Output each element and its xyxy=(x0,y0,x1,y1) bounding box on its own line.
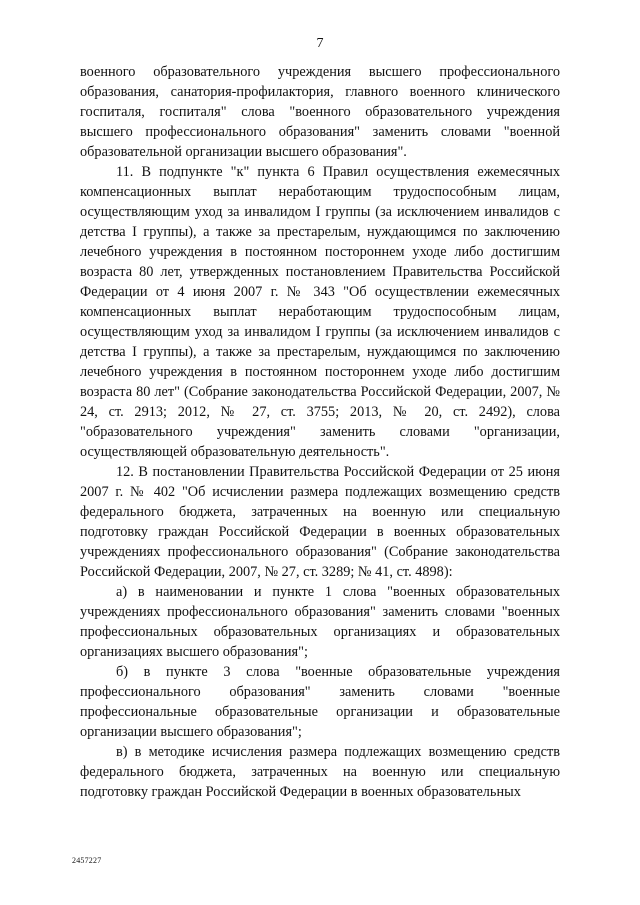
paragraph-6: в) в методике исчисления размера подлежащих возмещению средств федерального бюджета, затраченных на военную или специальную подготовку граждан Российской Федерации в военных образовательных xyxy=(80,744,560,800)
paragraph-2: 11. В подпункте "к" пункта 6 Правил осуществления ежемесячных компенсационных выплат неработающим трудоспособным лицам, осуществляющим уход за инвалидом I группы (за исключением инвалидов с детства I группы), а также за престарелым, нуждающимся по заключению лечебного учреждения в постоянном постороннем уходе либо достигшим возраста 80 лет, утвержденных постановлением Правительства Российской Федерации от 4 июня 2007 г. № 343 "Об осуществлении ежемесячных компенсационных выплат неработающим трудоспособным лицам, осуществляющим уход за инвалидом I группы (за исключением инвалидов с детства I группы), а также за престарелым, нуждающимся по заключению лечебного учреждения в постоянном постороннем уходе либо достигшим возраста 80 лет" (Собрание законодательства Российской Федерации, 2007, № 24, ст. 2913; 2012, № 27, ст. 3755; 2013, № 20, ст. 2492), слова "образовательного учреждения" заменить словами "организации, осуществляющей образовательную деятельность". xyxy=(80,164,560,460)
document-body xyxy=(80,62,560,802)
page-number: 7 xyxy=(316,36,324,51)
paragraph-3: 12. В постановлении Правительства Российской Федерации от 25 июня 2007 г. № 402 "Об исчислении размера подлежащих возмещению средств федерального бюджета, затраченных на военную или специальную подготовку граждан Российской Федерации в военных образовательных учреждениях профессионального образования" (Собрание законодательства Российской Федерации, 2007, № 27, ст. 3289; № 41, ст. 4898): xyxy=(80,464,560,580)
paragraph-5: б) в пункте 3 слова "военные образовательные учреждения профессионального образования" заменить словами "военные профессиональные образовательные организации и образовательные организации высшего образования"; xyxy=(80,664,560,740)
document-code: 2457227 xyxy=(72,856,102,865)
paragraph-4: а) в наименовании и пункте 1 слова "военных образовательных учреждениях профессионального образования" заменить словами "военных профессиональных образовательных организациях и образовательных организациях высшего образования"; xyxy=(80,584,560,660)
paragraph-1: военного образовательного учреждения высшего профессионального образования, санатория-профилактория, главного военного клинического госпиталя, госпиталя" слова "военного образовательного учреждения высшего профессионального образования" заменить словами "военной образовательной организации высшего образования". xyxy=(80,64,560,160)
